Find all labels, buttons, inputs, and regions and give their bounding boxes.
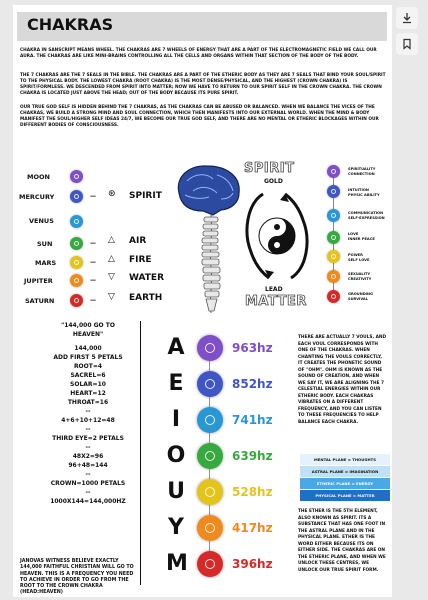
root-chakra-icon (327, 290, 340, 303)
document-page: CHAKRAS CHAKRA IN SANSCRIPT MEANS WHEEL. THE CHAKRAS ARE 7 WHEELS OF ENERGY THAT ARE A PART OF THE ELECTROMAGNETIC FIELD WE CALL OUR AURA. THE CHAKRAS ARE LIKE MINI-BRAINS CONTROLLING ALL THE CELLS AND ORGANS WITHIN THAT SECTION OF THE BODY OF THE BODY. THE 7 CHAKRAS ARE THE 7 SEALS IN THE BIBLE. THE CHAKRAS ARE A PART OF THE ETHERIC BODY AS THEY ARE 7 SEALS THAT BIND YOUR SOUL/SPIRIT TO THE PHYSICAL BODY. THE LOWEST CHAKRA (ROOT CHAKRA) IS THE MOST DENSE/PHYSICAL, AND THE HIGHEST (CROWN CHAKRA) IS SPIRIT/FORMLESS. WE DESCENDED FROM SPIRIT INTO MATTER; NOW WE HAVE TO RETURN TO OUR SPIRIT SELF IN THE CROWN CHAKRA. THE CROWN CHAKRA IS LOCATED JUST ABOVE THE HEAD; OUT OF THE BODY BECAUSE ITS PURE SPIRIT. OUR TRUE GOD SELF IS HIDDEN BEHIND THE 7 CHAKRAS, AS THE CHAKRAS CAN BE ABUSED OR BALANCED. WHEN WE BALANCE THE VICES OF THE CHAKRAS, WE BUILD A STRONG MIND AND SOUL CONNECTION, WHICH THEN MANIFESTS INTO OUR EXTERNAL WORLD. WHEN THE MIND & BODY MANIFEST THE SOUL/HIGHER SELF IDEAS 24/7, WE BECOME OUR TRUE GOD SELF, AND THERE ARE NO MENTAL OR ETHERIC BLOCKAGES WITHIN OUR DIFFERENT BODIES OF CONSCIOUSNESS. MOON MERCURY VENUS SUN MARS JUPITER SATURN — ⊛ SPIRIT — △ AIR — △ FIRE — ▽ WATER — ▽ EARTH SPIRIT GOLD LEAD MATTER SPIRITUALITY CONNECTION INTUITION PHYSIC ABILITY COMMUNICATION SELF-EXPRESSION LOVE INNER PEACE POWER SELF LOVE SEXUALITY CREATIVITY GROUNDING SURVIVAL "144,000 GO TO HEAVEN" 144,000 ADD FIRST 5 PETALS ROOT=4 SACREL=6 SOLAR=10 HEART=12 THROAT=16 -- 4+6+10+12=48 -- THIRD EYE=2 PETALS -- 48X2=96 96+48=144 -- CROWN=1000 PETALS -- 1000X144=144,000HZ JANOVAS WITNESS BELIEVE EXACTLY 144,000 FAITHFUL CHRISTIAN WILL GO TO HEAVEN. THIS IS A FREQUENCY YOU NEED TO ACHIEVE IN ORDER TO GO FROM THE ROOT TO THE CROWN CHAKRA (HEAD:HEAVEN) A E I O U Y M 963hz 852hz 741hz 639hz 528hz 417hz 396hz THERE ARE ACTUALLY 7 VOULS, AND EACH VOUL CORRESPONDS WITH ONE OF THE CHAKRAS. WHEN CHANTING THE VOULS CORRECTLY, IT CREATES THE PHONETIC SOUND OF "OHM". OHM IS KNOWN AS THE SOUND OF CREATION, AND WHEN WE SAY IT, WE ARE ALIGNING THE 7 CELESTIAL ENERGIES WITHIN OUR ETHERIC BODY. EACH CHAKRAS VIBRATES ON A DIFFERENT FREQUENCY, AND YOU CAN LISTEN TO THESE FREQUENCIES TO HELP BALANCE EACH CHAKRA. MENTAL PLANE = THOUGHTS ASTRAL PLANE = IMAGINATION ETHERIC PLANE = ENERGY PHYSICAL PLANE = MATTER THE ETHER IS THE 5TH ELEMENT, ALSO KNOWN AS SPIRIT. ITS A SUBSTANCE THAT HAS ONE FOOT IN THE ASTRAL PLANE AND IN THE PHYSICAL PLANE. ETHER IS THE WORD EITHER BECAUSE ITS ON EITHER SIDE. THE CHAKRAS ARE ON THE ETHERIC PLANE, AND WHEN WE UNLOCK THESE CENTRES, WE UNLOCK OUR TRUE SPIRIT FORM. (13, 5, 392, 597)
third-eye-chakra-icon (327, 185, 340, 198)
crown-chakra-icon (327, 165, 340, 178)
element-water-label: WATER (129, 273, 165, 283)
root-trait: GROUNDING SURVIVAL (348, 292, 373, 301)
vowel-e: E (168, 371, 184, 396)
third-eye-trait: INTUITION PHYSIC ABILITY (348, 188, 380, 197)
crown-trait: SPIRITUALITY CONNECTION (348, 167, 376, 176)
throat-frequency-icon (197, 407, 223, 433)
column-divider (140, 321, 141, 585)
download-button[interactable] (396, 7, 418, 29)
fire-symbol-icon: △ (108, 254, 115, 264)
bookmark-icon (401, 38, 413, 50)
planet-label: SATURN (25, 297, 55, 305)
sacral-chakra-icon (327, 270, 340, 283)
seals-paragraph: THE 7 CHAKRAS ARE THE 7 SEALS IN THE BIBLE. THE CHAKRAS ARE A PART OF THE ETHERIC BODY AS THEY ARE 7 SEALS THAT BIND YOUR SOUL/SPIRIT TO THE PHYSICAL BODY. THE LOWEST CHAKRA (ROOT CHAKRA) IS THE MOST DENSE/PHYSICAL, AND THE HIGHEST (CROWN CHAKRA) IS SPIRIT/FORMLESS. WE DESCENDED FROM SPIRIT INTO MATTER; NOW WE HAVE TO RETURN TO OUR SPIRIT SELF IN THE CROWN CHAKRA. THE CROWN CHAKRA IS LOCATED JUST ABOVE THE HEAD; OUT OF THE BODY BECAUSE ITS PURE SPIRIT. (20, 73, 386, 96)
element-air-label: AIR (129, 236, 147, 246)
planet-label: MARS (35, 259, 57, 267)
water-symbol-icon: ▽ (108, 272, 115, 282)
third-eye-frequency-icon (197, 371, 223, 397)
footer-note: JANOVAS WITNESS BELIEVE EXACTLY 144,000 FAITHFUL CHRISTIAN WILL GO TO HEAVEN. THIS IS A FREQUENCY YOU NEED TO ACHIEVE IN ORDER TO GO FROM THE ROOT TO THE CROWN CHAKRA (HEAD:HEAVEN) (20, 559, 134, 596)
planet-label: JUPITER (24, 277, 53, 285)
throat-trait: COMMUNICATION SELF-EXPRESSION (348, 211, 385, 220)
vowel-o: O (166, 443, 186, 468)
spirit-symbol-icon: ⊛ (108, 189, 116, 199)
solar-plexus-frequency-icon (197, 479, 223, 505)
matter-heading: MATTER (245, 294, 307, 309)
sun-chakra-icon (70, 237, 83, 250)
lead-label: LEAD (265, 286, 283, 293)
frequency-417: 417hz (232, 521, 273, 535)
jupiter-chakra-icon (70, 274, 83, 287)
solar-plexus-trait: POWER SELF LOVE (348, 253, 370, 262)
astral-plane: ASTRAL PLANE = IMAGINATION (300, 466, 390, 477)
frequency-639: 639hz (232, 449, 273, 463)
throat-chakra-icon (327, 209, 340, 222)
vowel-a: A (167, 335, 185, 360)
yin-yang-cycle-diagram (241, 184, 313, 288)
download-icon (401, 12, 413, 24)
planet-label: VENUS (29, 217, 54, 225)
vowel-u: U (167, 479, 185, 504)
planet-label: MERCURY (19, 193, 55, 201)
gold-label: GOLD (264, 178, 283, 185)
brain-spine-illustration (173, 163, 245, 315)
element-fire-label: FIRE (129, 255, 152, 265)
root-frequency-icon (197, 551, 223, 577)
spirit-heading: SPIRIT (244, 161, 295, 176)
petals-calculation: "144,000 GO TO HEAVEN" 144,000 ADD FIRST 5 PETALS ROOT=4 SACREL=6 SOLAR=10 HEART=12 THROAT=16 -- 4+6+10+12=48 -- THIRD EYE=2 PETALS -- 48X2=96 96+48=144 -- CROWN=1000 PETALS -- 1000X144=144,000HZ (50, 322, 126, 505)
mental-plane: MENTAL PLANE = THOUGHTS (300, 454, 390, 465)
vowels-paragraph: THERE ARE ACTUALLY 7 VOULS, AND EACH VOUL CORRESPONDS WITH ONE OF THE CHAKRAS. WHEN CHANTING THE VOULS CORRECTLY, IT CREATES THE PHONETIC SOUND OF "OHM". OHM IS KNOWN AS THE SOUND OF CREATION, AND WHEN WE SAY IT, WE ARE ALIGNING THE 7 CELESTIAL ENERGIES WITHIN OUR ETHERIC BODY. EACH CHAKRAS VIBRATES ON A DIFFERENT FREQUENCY, AND YOU CAN LISTEN TO THESE FREQUENCIES TO HELP BALANCE EACH CHAKRA. (298, 335, 387, 425)
heart-chakra-icon (327, 231, 340, 244)
vowel-m: M (166, 551, 188, 576)
title-bar (17, 12, 387, 41)
vowel-i: I (171, 407, 181, 432)
sacral-trait: SEXUALITY CREATIVITY (348, 272, 372, 281)
frequency-741: 741hz (232, 413, 273, 427)
sacral-frequency-icon (197, 515, 223, 541)
air-symbol-icon: △ (108, 235, 115, 245)
element-spirit-label: SPIRIT (129, 191, 162, 201)
planet-label: SUN (37, 240, 53, 248)
crown-frequency-icon (197, 335, 223, 361)
saturn-chakra-icon (70, 294, 83, 307)
moon-chakra-icon (70, 170, 83, 183)
ether-paragraph: THE ETHER IS THE 5TH ELEMENT, ALSO KNOWN AS SPIRIT. ITS A SUBSTANCE THAT HAS ONE FOOT IN THE ASTRAL PLANE AND IN THE PHYSICAL PLANE. ETHER IS THE WORD EITHER BECAUSE ITS ON EITHER SIDE. THE CHAKRAS ARE ON THE ETHERIC PLANE, AND WHEN WE UNLOCK THESE CENTRES, WE UNLOCK OUR TRUE SPIRIT FORM. (298, 509, 386, 573)
frequency-396: 396hz (232, 557, 273, 571)
frequency-963: 963hz (232, 341, 273, 355)
heart-frequency-icon (197, 443, 223, 469)
solar-plexus-chakra-icon (327, 250, 340, 263)
etheric-plane: ETHERIC PLANE = ENERGY (300, 478, 390, 489)
frequency-528: 528hz (232, 485, 273, 499)
intro-paragraph: CHAKRA IN SANSCRIPT MEANS WHEEL. THE CHAKRAS ARE 7 WHEELS OF ENERGY THAT ARE A PART OF THE ELECTROMAGNETIC FIELD WE CALL OUR AURA. THE CHAKRAS ARE LIKE MINI-BRAINS CONTROLLING ALL THE CELLS AND ORGANS WITHIN THAT SECTION OF THE BODY OF THE BODY. (20, 48, 377, 59)
mercury-chakra-icon (70, 190, 83, 203)
true-self-paragraph: OUR TRUE GOD SELF IS HIDDEN BEHIND THE 7 CHAKRAS, AS THE CHAKRAS CAN BE ABUSED OR BALANCED. WHEN WE BALANCE THE VICES OF THE CHAKRAS, WE BUILD A STRONG MIND AND SOUL CONNECTION, WHICH THEN MANIFESTS INTO OUR EXTERNAL WORLD. WHEN THE MIND & BODY MANIFEST THE SOUL/HIGHER SELF IDEAS 24/7, WE BECOME OUR TRUE GOD SELF, AND THERE ARE NO MENTAL OR ETHERIC BLOCKAGES WITHIN OUR DIFFERENT BODIES OF CONSCIOUSNESS. (20, 105, 379, 128)
mars-chakra-icon (70, 256, 83, 269)
vowel-y: Y (168, 515, 184, 540)
physical-plane: PHYSICAL PLANE = MATTER (300, 490, 390, 501)
venus-chakra-icon (70, 215, 83, 228)
planet-label: MOON (27, 173, 50, 181)
frequency-852: 852hz (232, 377, 273, 391)
bookmark-button[interactable] (396, 33, 418, 55)
earth-symbol-icon: ▽ (108, 292, 115, 302)
heart-trait: LOVE INNER PEACE (348, 232, 375, 241)
element-earth-label: EARTH (129, 293, 163, 303)
page-title: CHAKRAS (27, 15, 114, 34)
